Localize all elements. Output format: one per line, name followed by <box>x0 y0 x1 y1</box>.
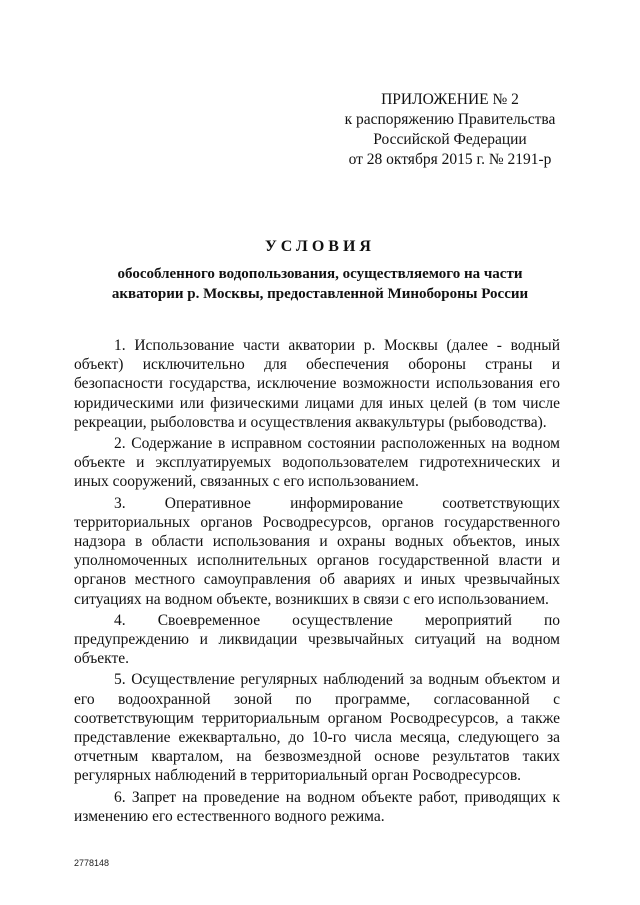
subtitle-line-1: обособленного водопользования, осуществляемого на части <box>117 266 523 282</box>
footer-code: 2778148 <box>74 858 110 868</box>
appendix-line-federation: Российской Федерации <box>373 131 527 148</box>
document-subtitle <box>80 264 560 304</box>
document-body <box>74 336 560 828</box>
appendix-line-order: к распоряжению Правительства <box>344 111 556 128</box>
document-title: УСЛОВИЯ <box>265 238 375 255</box>
paragraph-5: 5. Осуществление регулярных наблюдений за водным объектом и его водоохранной зоной по программе, согласованной с соответствующим территориальным органом Росводресурсов, а также представление ежеквартально, до 10-го числа месяца, следующего за отчетным кварталом, на безвозмездной основе результатов таких регулярных наблюдений в территориальный орган Росводресурсов. <box>74 671 560 785</box>
paragraph-2: 2. Содержание в исправном состоянии расположенных на водном объекте и эксплуатируемых водопользователем гидротехнических и иных сооружений, связанных с его использованием. <box>74 435 560 491</box>
appendix-number: ПРИЛОЖЕНИЕ № 2 <box>381 91 519 108</box>
subtitle-line-2: акватории р. Москвы, предоставленной Минобороны России <box>111 286 529 302</box>
paragraph-4: 4. Своевременное осуществление мероприятий по предупреждению и ликвидации чрезвычайных ситуаций на водном объекте. <box>74 611 560 668</box>
paragraph-1: 1. Использование части акватории р. Москвы (далее - водный объект) исключительно для обеспечения обороны страны и безопасности государства, исключение возможности использования его юридическими или физическими лицами для иных целей (в том числе рекреации, рыболовства и осуществления аквакультуры (рыбоводства). <box>74 337 560 431</box>
appendix-header <box>300 90 600 170</box>
paragraph-6: 6. Запрет на проведение на водном объекте работ, приводящих к изменению его естественного водного режима. <box>74 788 560 825</box>
appendix-line-date: от 28 октября 2015 г. № 2191-р <box>348 151 552 168</box>
paragraph-3: 3. Оперативное информирование соответствующих территориальных органов Росводресурсов, органов государственного надзора в области использования и охраны водных объектов, иных уполномоченных исполнительных органов государственной власти и органов местного самоуправления об авариях и иных чрезвычайных ситуациях на водном объекте, возникших в связи с его использованием. <box>74 494 560 608</box>
